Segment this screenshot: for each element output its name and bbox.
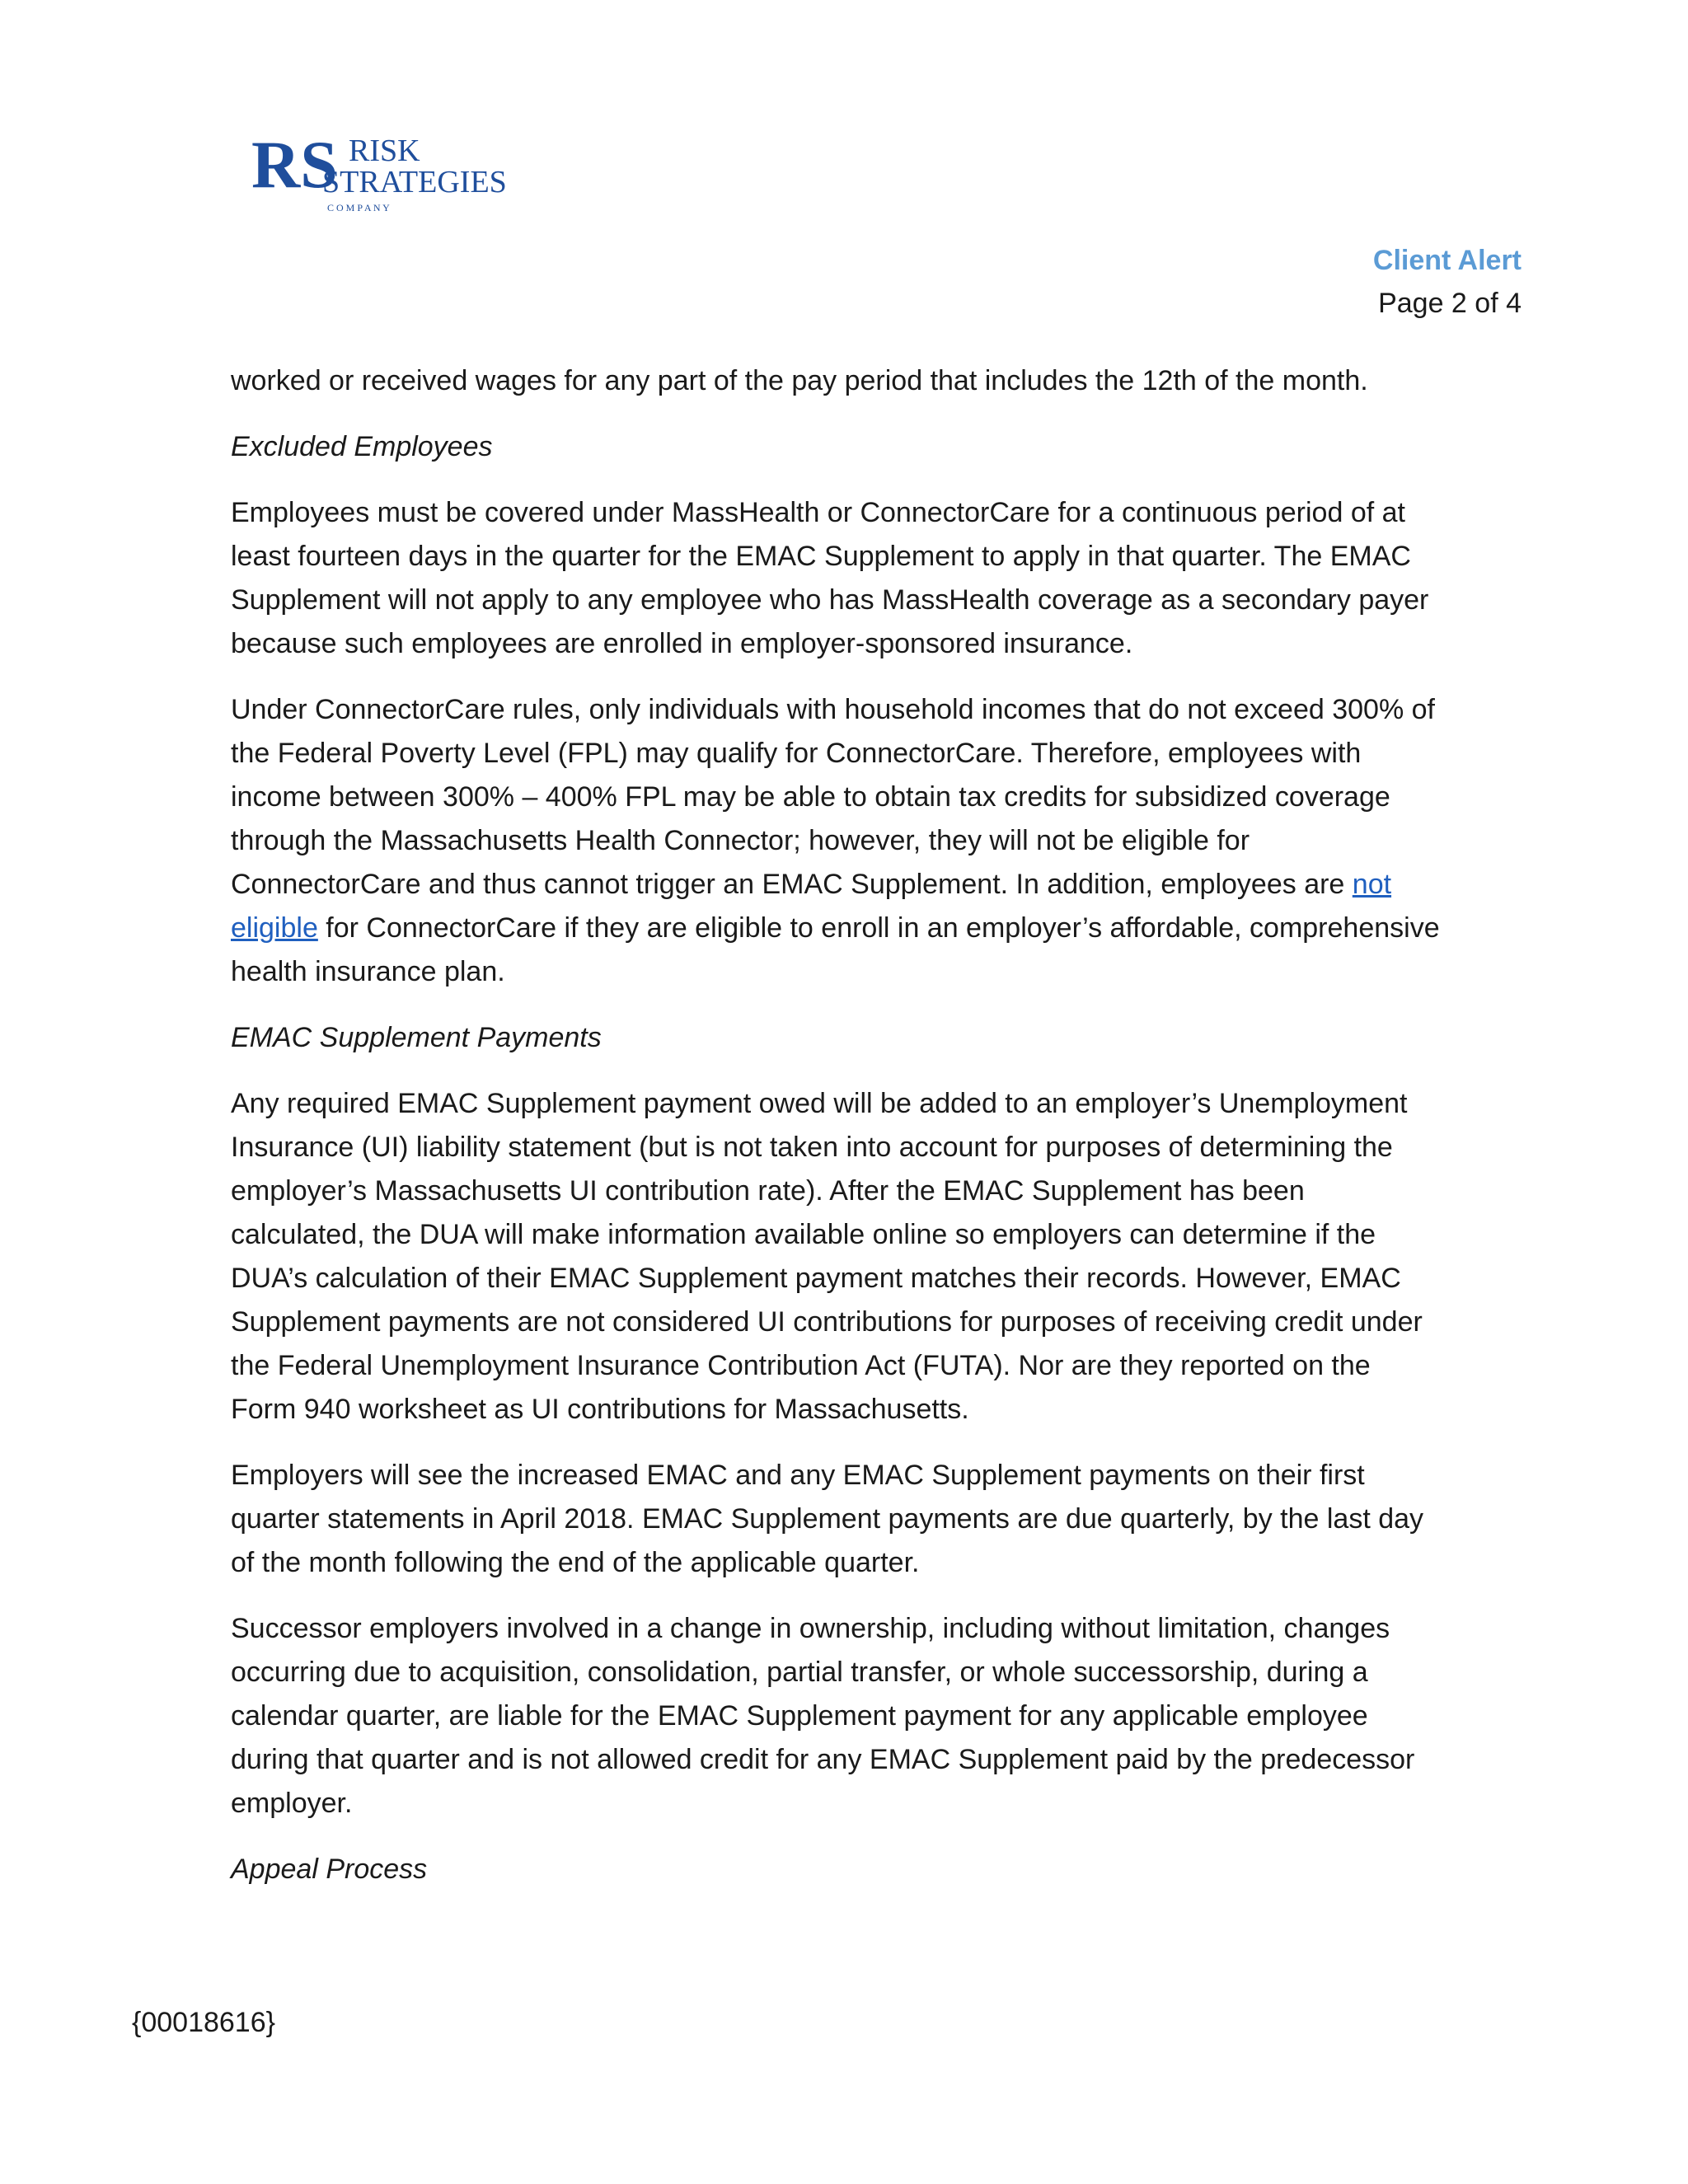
page-number: Page 2 of 4: [1378, 288, 1522, 319]
paragraph-continuation: worked or received wages for any part of the pay period that includes the 12th of the month.: [231, 365, 1368, 396]
company-logo: [251, 128, 523, 214]
paragraph-successor: Successor employers involved in a change in ownership, including without limitation, changes occurring due to acquisition, consolidation, partial transfer, or whole successorship, during a calendar quarter, are liable for the EMAC Supplement payment for any applicable employee during that quarter and is not allowed credit for any EMAC Supplement paid by the predecessor employer.: [231, 1613, 1415, 1819]
page-header: [1373, 239, 1522, 325]
paragraph-connectorcare-start: Under ConnectorCare rules, only individuals with household incomes that do not exceed 300% of the Federal Poverty Level (FPL) may qualify for ConnectorCare. Therefore, employees with income between 300% – 400% FPL may be able to obtain tax credits for subsidized coverage through the Massachusetts Health Connector; however, they will not be eligible for ConnectorCare and thus cannot trigger an EMAC Supplement. In addition, employees are: [231, 694, 1435, 900]
paragraph-ui-liability: Any required EMAC Supplement payment owed will be added to an employer’s Unemployment Insurance (UI) liability statement (but is not taken into account for purposes of determining the employer’s Massachusetts UI contribution rate). After the EMAC Supplement has been calculated, the DUA will make information available online so employers can determine if the DUA’s calculation of their EMAC Supplement payment matches their records. However, EMAC Supplement payments are not considered UI contributions for purposes of receiving credit under the Federal Unemployment Insurance Contribution Act (FUTA). Nor are they reported on the Form 940 worksheet as UI contributions for Massachusetts.: [231, 1088, 1423, 1425]
paragraph-connectorcare-end: for ConnectorCare if they are eligible to enroll in an employer’s affordable, comprehensive health insurance plan.: [231, 912, 1440, 987]
logo-line1: RISK: [349, 134, 420, 168]
document-body: [231, 359, 1442, 1914]
logo-monogram: RS: [251, 128, 338, 202]
document-id: {00018616}: [132, 2007, 275, 2038]
heading-appeal-process: Appeal Process: [231, 1854, 428, 1885]
not-eligible-link[interactable]: not eligible: [231, 869, 1392, 944]
logo-line2: STRATEGIES: [322, 165, 507, 199]
paragraph-statements: Employers will see the increased EMAC and any EMAC Supplement payments on their first quarter statements in April 2018. EMAC Supplement payments are due quarterly, by the last day of the month following the end of the applicable quarter.: [231, 1460, 1424, 1578]
heading-supplement-payments: EMAC Supplement Payments: [231, 1022, 602, 1053]
logo-line3: C O M P A N Y: [327, 202, 390, 213]
alert-title: Client Alert: [1372, 245, 1522, 276]
paragraph-coverage: Employees must be covered under MassHealth or ConnectorCare for a continuous period of at least fourteen days in the quarter for the EMAC Supplement to apply in that quarter. The EMAC Supplement will not apply to any employee who has MassHealth coverage as a secondary payer because such employees are enrolled in employer-sponsored insurance.: [231, 497, 1429, 659]
heading-excluded-employees: Excluded Employees: [231, 431, 493, 462]
paragraph-connectorcare: [231, 688, 1442, 994]
